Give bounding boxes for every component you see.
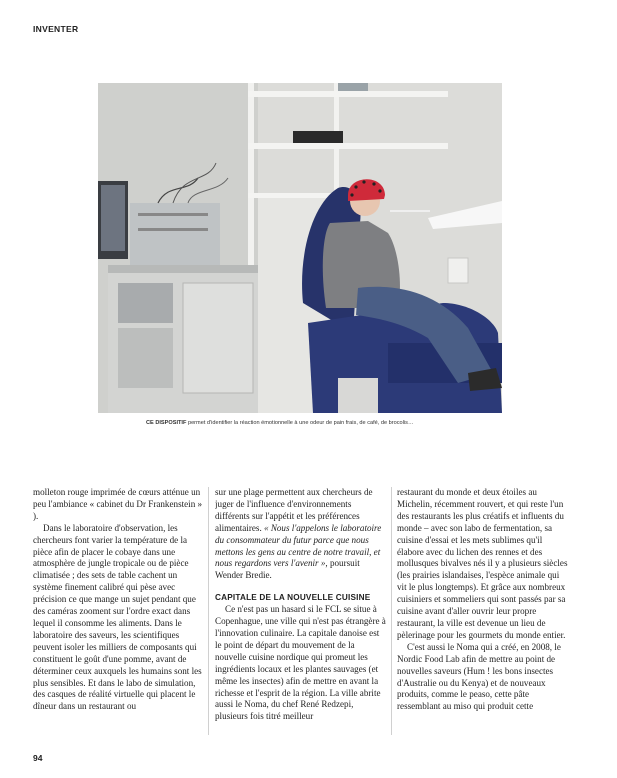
caption-lead: CE DISPOSITIF	[146, 420, 187, 426]
paragraph-text: , poursuit Wender Bredie.	[215, 558, 360, 581]
lab-photo	[98, 83, 502, 413]
text-column-3	[397, 487, 570, 737]
section-label: INVENTER	[33, 24, 79, 34]
lab-photo-illustration	[98, 83, 502, 413]
quote: « Nous l'appelons le laboratoire du consommateur du futur parce que nous mettons les gens au centre de notre travail, et nous regardons vers l'avenir »	[215, 522, 382, 569]
paragraph: Ce n'est pas un hasard si le FCL se situe à Copenhague, une ville qui n'est pas étrangère à l'innovation culinaire. La capitale danoise est le point de départ du mouvement de la nouvelle cuisine nordique qui promeut les ingrédients locaux et les plantes sauvages (et même les insectes) afin de mettre en avant la richesse et l'esprit de la région. La ville abrite aussi le Noma, du chef René Redzepi, plusieurs fois titré meilleur	[215, 604, 386, 722]
photo-caption	[146, 420, 506, 426]
text-column-1	[33, 487, 203, 737]
text-column-2	[215, 487, 387, 737]
paragraph: C'est aussi le Noma qui a créé, en 2008, le Nordic Food Lab afin de mettre au point de nouvelles saveurs (Hum ! les bons insectes d'Australie ou du Kenya) et de nouveaux produits, comme le peaso, cette pâte ressemblant au miso qui produit cette	[397, 641, 561, 712]
column-separator	[391, 487, 392, 735]
subheading: CAPITALE DE LA NOUVELLE CUISINE	[215, 593, 371, 603]
paragraph	[215, 487, 387, 582]
paragraph: restaurant du monde et deux étoiles au Michelin, récemment rouvert, et qui reste l'un des restaurants les plus créatifs et influents du monde – avec son labo de fermentation, sa cuisine d'essai et les mets sublimes qu'il élabore avec du lichen des rennes et des mollusques bivalves nés il y a plusieurs siècles (les prairies islandaises, l'espèce animale qui vit le plus longtemps). Et grâce aux nombreux cuisiniers et sommeliers qui sont passés par sa cuisine avant d'aller ouvrir leur propre restaurant, la ville est devenue un lieu de pèlerinage pour les gourmets du monde entier.	[397, 487, 568, 640]
page-number: 94	[33, 753, 43, 763]
column-separator	[208, 487, 209, 735]
paragraph: molleton rouge imprimée de cœurs atténue un peu l'ambiance « cabinet du Dr Frankenstein » ).	[33, 487, 203, 521]
paragraph: Dans le laboratoire d'observation, les chercheurs font varier la température de la pièce afin de placer le cobaye dans une atmosphère de jungle tropicale ou de pièce climatisée ; des sets de table cachent un système finement calibré qui pèse avec précision ce que mange un sujet pendant que des caméras zooment sur l'ordre exact dans lequel il consomme les aliments. Dans le laboratoire des saveurs, les scientifiques peuvent isoler les milliers de composants qui constituent le goût d'une pomme, avant de déterminer ceux auxquels les humains sont les plus sensibles. Et dans le labo de simulation, des casques de réalité virtuelle qui placent le dîneur dans un restaurant ou	[33, 522, 202, 712]
paragraph-text: sur une plage permettent aux chercheurs de juger de l'influence d'environnements différents sur l'appétit et les préférences alimentaires.	[215, 487, 373, 533]
caption-text: permet d'identifier la réaction émotionnelle à une odeur de pain frais, de café, de brocolis…	[186, 420, 414, 426]
